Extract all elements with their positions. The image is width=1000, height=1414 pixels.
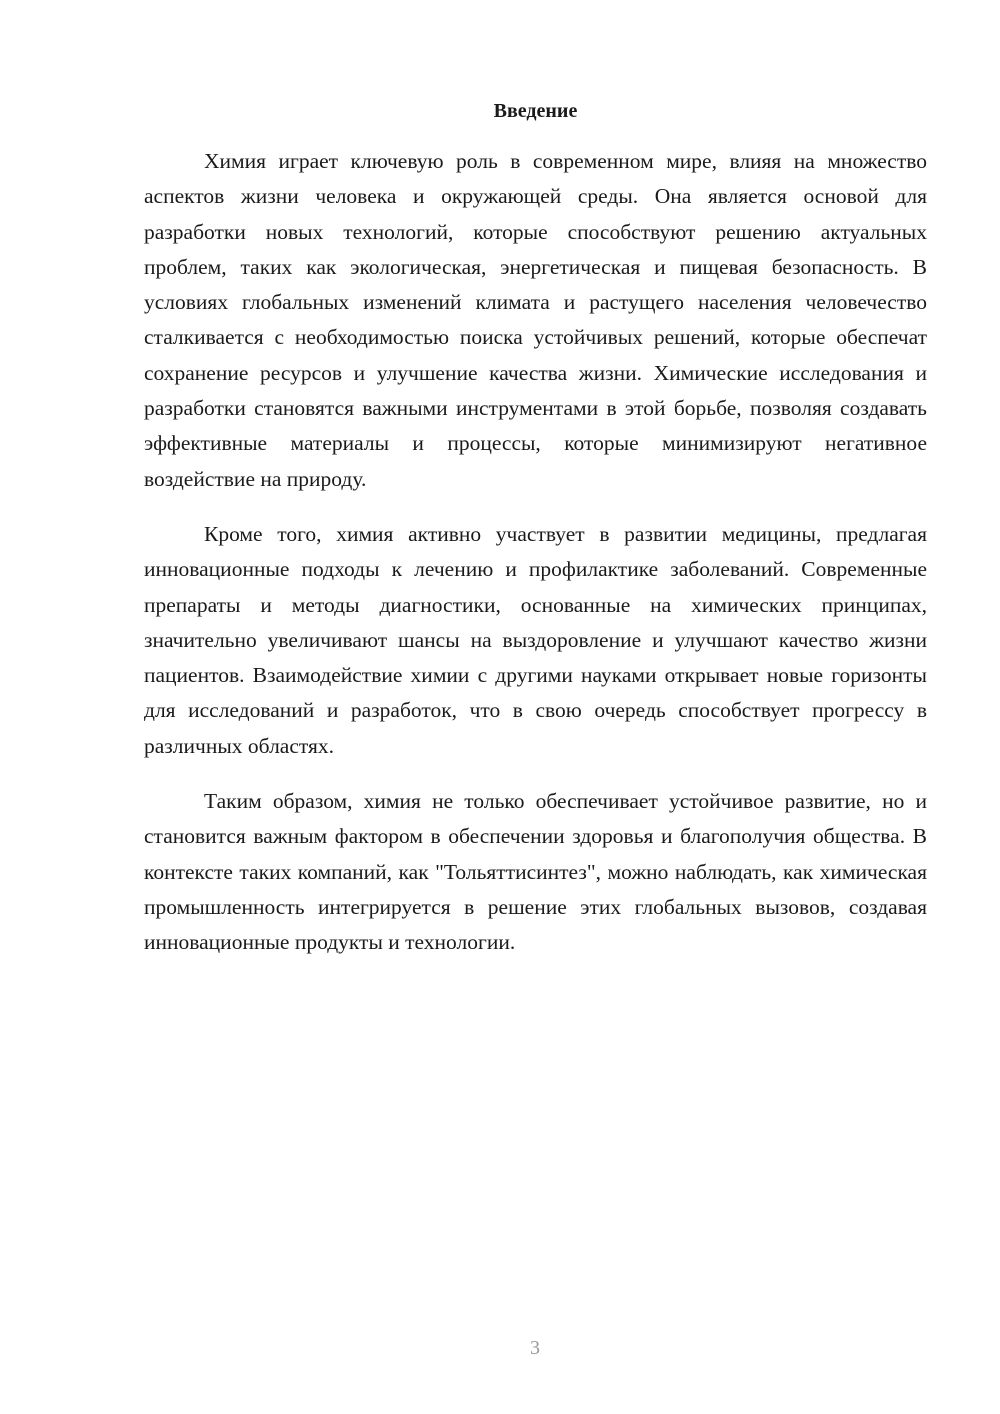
paragraph-3: Таким образом, химия не только обеспечивает устойчивое развитие, но и становится важным фактором в обеспечении здоровья и благополучия общества. В контексте таких компаний, как "Тольяттисинтез", можно наблюдать, как химическая промышленность интегрируется в решение этих глобальных вызовов, создавая инновационные продукты и технологии. <box>144 789 927 955</box>
paragraph-2: Кроме того, химия активно участвует в развитии медицины, предлагая инновационные подходы к лечению и профилактике заболеваний. Современные препараты и методы диагностики, основанные на химических принципах, значительно увеличивают шансы на выздоровление и улучшают качество жизни пациентов. Взаимодействие химии с другими науками открывает новые горизонты для исследований и разработок, что в свою очередь способствует прогрессу в различных областях. <box>144 521 927 758</box>
body-text <box>144 144 927 961</box>
paragraph-1: Химия играет ключевую роль в современном мире, влияя на множество аспектов жизни человека и окружающей среды. Она является основой для разработки новых технологий, которые способствуют решению актуальных проблем, таких как экологическая, энергетическая и пищевая безопасность. В условиях глобальных изменений климата и растущего населения человечество сталкивается с необходимостью поиска устойчивых решений, которые обеспечат сохранение ресурсов и улучшение качества жизни. Химические исследования и разработки становятся важными инструментами в этой борьбе, позволяя создавать эффективные материалы и процессы, которые минимизируют негативное воздействие на природу. <box>144 149 927 491</box>
page-number: 3 <box>530 1337 540 1359</box>
section-heading: Введение <box>493 100 578 122</box>
